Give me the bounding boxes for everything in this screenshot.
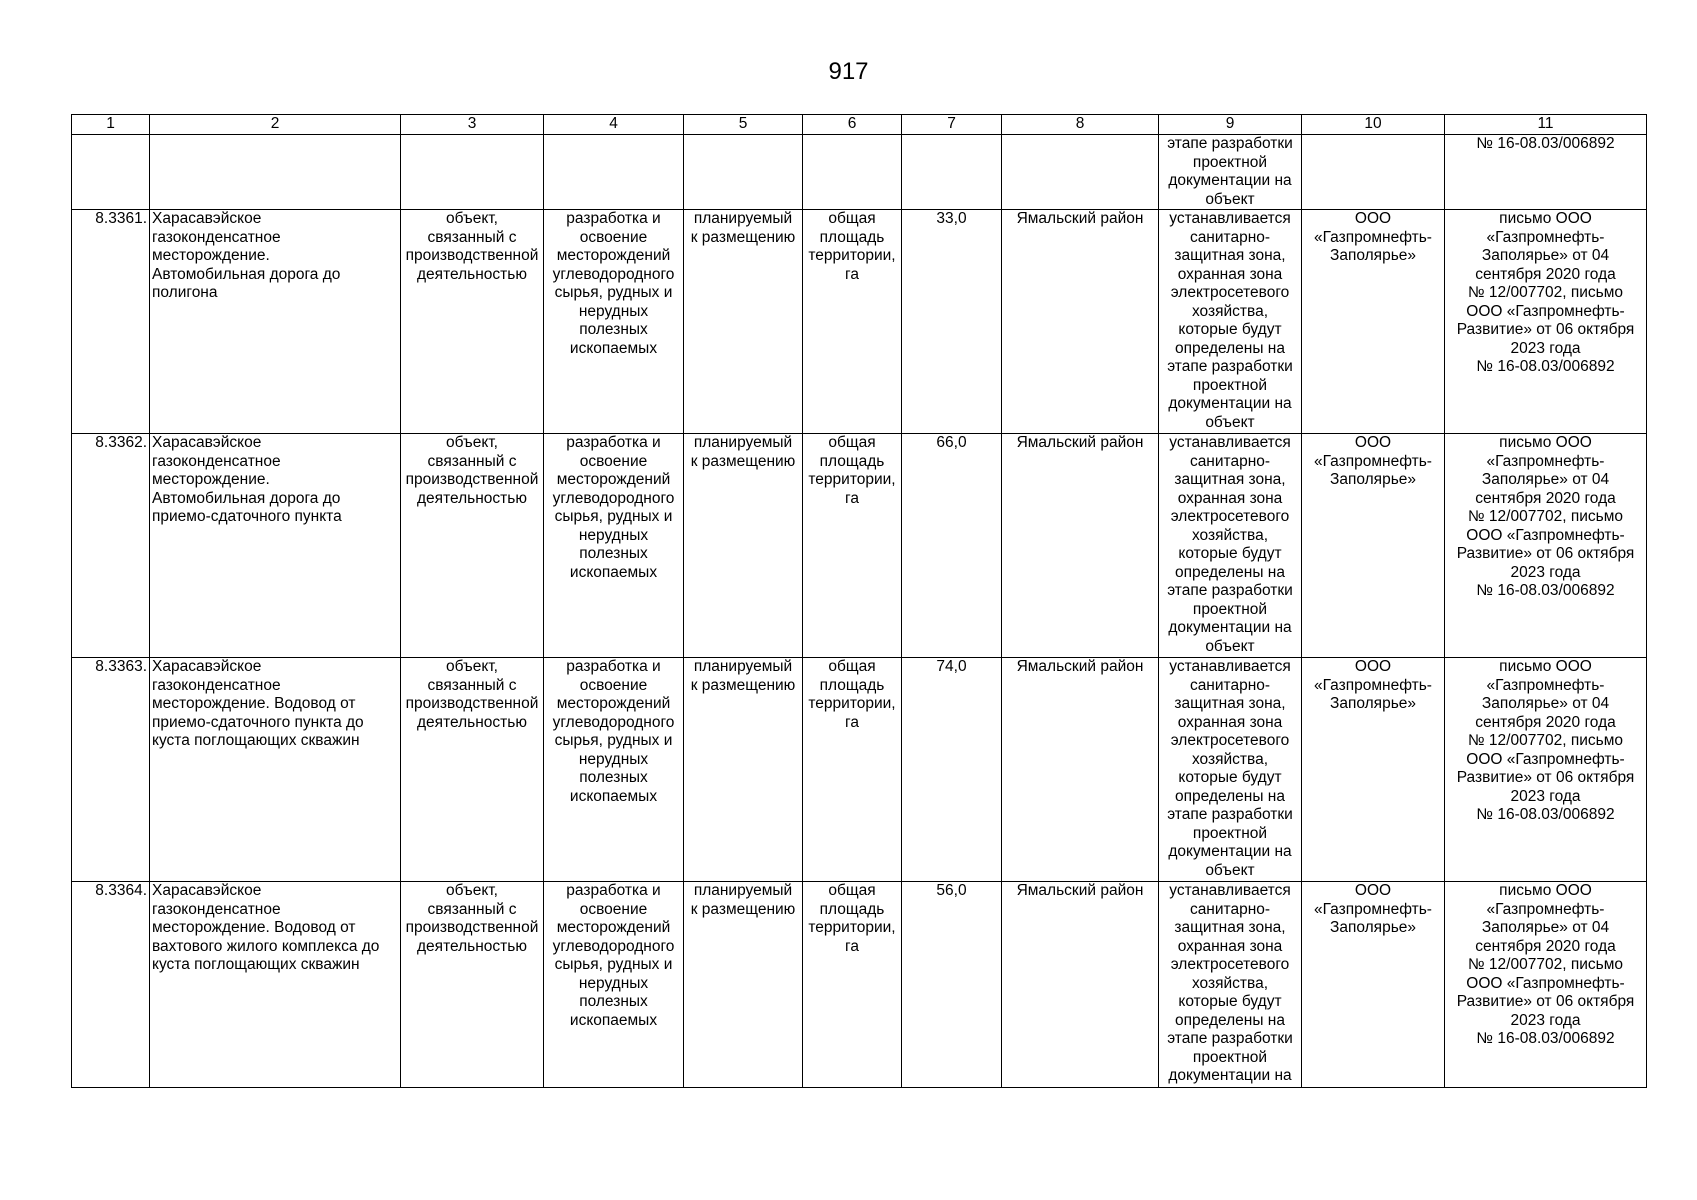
text-line: охранная зона <box>1177 489 1283 507</box>
value-cell: 74,0 <box>902 658 1002 882</box>
source-cell <box>1445 210 1647 434</box>
text-line: которые будут <box>1178 321 1282 338</box>
text-line: устанавливается <box>1169 658 1291 675</box>
type-cell <box>401 882 544 1088</box>
text-line: газоконденсатное <box>152 228 281 246</box>
text-line: электросетевого <box>1170 956 1290 973</box>
text-line: письмо ООО <box>1499 882 1592 899</box>
text-line: производственной <box>405 247 539 264</box>
text-line: проектной <box>1192 153 1268 171</box>
column-header: 6 <box>803 115 902 135</box>
text-line: производственной <box>405 471 539 488</box>
type-cell <box>401 210 544 434</box>
text-line: которые будут <box>1178 993 1282 1010</box>
text-line: ископаемых <box>569 563 658 581</box>
measure-cell <box>803 210 902 434</box>
text-line: углеводородного <box>552 265 675 283</box>
text-line: территории, <box>808 919 896 936</box>
text-line: общая <box>828 882 876 899</box>
text-line: «Газпромнефть- <box>1314 452 1432 470</box>
text-line: к размещению <box>690 228 796 246</box>
column-header: 8 <box>1002 115 1159 135</box>
text-line: производственной <box>405 695 539 712</box>
text-line: полезных <box>579 545 648 562</box>
text-line: Заполярье» <box>1329 919 1417 936</box>
zone-cell <box>1159 210 1302 434</box>
number-cell: 8.3362. <box>72 434 150 658</box>
text-line: ООО «Газпромнефть- <box>1466 750 1625 768</box>
text-line: «Газпромнефть- <box>1486 228 1605 246</box>
text-line: к размещению <box>690 452 796 470</box>
text-line: которые будут <box>1178 769 1282 786</box>
text-line: месторождений <box>556 695 671 712</box>
text-line: сентября 2020 года <box>1475 937 1616 955</box>
location-cell <box>1002 135 1159 210</box>
number-cell: 8.3363. <box>72 658 150 882</box>
column-header: 3 <box>401 115 544 135</box>
text-line: проектной <box>1192 1048 1268 1066</box>
text-line: санитарно- <box>1189 900 1271 918</box>
text-line: хозяйства, <box>1191 302 1269 320</box>
text-line: планируемый <box>693 434 793 451</box>
zone-cell <box>1159 882 1302 1088</box>
table-row <box>72 210 1647 434</box>
text-line: планируемый <box>693 210 793 227</box>
continuation-row <box>72 135 1647 210</box>
text-line: газоконденсатное <box>152 900 281 918</box>
table-row <box>72 882 1647 1088</box>
source-cell <box>1445 135 1647 210</box>
text-line: «Газпромнефть- <box>1314 676 1432 694</box>
text-line: № 16-08.03/006892 <box>1476 358 1615 375</box>
name-cell <box>150 882 401 1088</box>
page-number: 917 <box>828 58 869 85</box>
text-line: нерудных <box>578 974 649 992</box>
text-line: санитарно- <box>1189 228 1271 246</box>
text-line: освоение <box>579 900 648 918</box>
text-line: объект <box>1205 190 1255 208</box>
text-line: ископаемых <box>569 1011 658 1029</box>
text-line: объект <box>1205 413 1255 431</box>
text-line: 2023 года <box>1510 339 1581 357</box>
text-line: ООО «Газпромнефть- <box>1466 302 1625 320</box>
status-cell <box>684 135 803 210</box>
text-line: документации на <box>1168 172 1292 189</box>
text-line: планируемый <box>693 658 793 675</box>
text-line: № 16-08.03/006892 <box>1476 135 1615 152</box>
text-line: месторождений <box>556 471 671 488</box>
location-cell: Ямальский район <box>1002 882 1159 1088</box>
text-line: куста поглощающих скважин <box>152 956 360 973</box>
text-line: связанный с <box>427 676 517 694</box>
text-line: общая <box>828 210 876 227</box>
zone-cell <box>1159 658 1302 882</box>
text-line: документации на <box>1168 1067 1292 1084</box>
text-line: площадь <box>819 452 885 470</box>
text-line: Развитие» от 06 октября <box>1456 545 1635 562</box>
text-line: ископаемых <box>569 787 658 805</box>
measure-cell <box>803 882 902 1088</box>
text-line: № 12/007702, письмо <box>1468 284 1623 301</box>
text-line: деятельностью <box>417 265 527 283</box>
text-line: письмо ООО <box>1499 434 1592 451</box>
text-line: разработка и <box>566 882 661 899</box>
table-row <box>72 434 1647 658</box>
location-cell: Ямальский район <box>1002 434 1159 658</box>
text-line: Заполярье» от 04 <box>1481 695 1610 712</box>
text-line: «Газпромнефть- <box>1314 228 1432 246</box>
text-line: месторождение. Водовод от <box>152 695 356 712</box>
number-cell <box>72 135 150 210</box>
text-line: этапе разработки <box>1167 582 1293 599</box>
text-line: ООО <box>1354 658 1392 675</box>
text-line: определены на <box>1175 1011 1285 1029</box>
text-line: территории, <box>808 247 896 264</box>
text-line: санитарно- <box>1189 452 1271 470</box>
text-line: охранная зона <box>1177 937 1283 955</box>
text-line: приемо-сдаточного пункта <box>152 508 342 525</box>
status-cell <box>684 882 803 1088</box>
text-line: документации на <box>1168 843 1292 860</box>
org-cell <box>1302 210 1445 434</box>
text-line: производственной <box>405 919 539 936</box>
text-line: связанный с <box>427 452 517 470</box>
text-line: защитная зона, <box>1174 471 1286 488</box>
text-line: объект <box>1205 637 1255 655</box>
text-line: приемо-сдаточного пункта до <box>152 713 364 731</box>
column-header: 4 <box>544 115 684 135</box>
text-line: Развитие» от 06 октября <box>1456 993 1635 1010</box>
text-line: письмо ООО <box>1499 210 1592 227</box>
text-line: хозяйства, <box>1191 526 1269 544</box>
purpose-cell <box>544 434 684 658</box>
text-line: месторождение. <box>152 471 270 488</box>
text-line: проектной <box>1192 824 1268 842</box>
org-cell <box>1302 135 1445 210</box>
text-line: устанавливается <box>1169 210 1291 227</box>
text-line: сырья, рудных и <box>554 732 673 749</box>
text-line: полезных <box>579 769 648 786</box>
text-line: объект, <box>446 882 498 899</box>
text-line: углеводородного <box>552 713 675 731</box>
value-cell: 56,0 <box>902 882 1002 1088</box>
text-line: месторождений <box>556 247 671 264</box>
text-line: Заполярье» <box>1329 247 1417 264</box>
text-line: га <box>845 937 859 955</box>
value-cell <box>902 135 1002 210</box>
text-line: этапе разработки <box>1167 1030 1293 1047</box>
text-line: охранная зона <box>1177 265 1283 283</box>
text-line: нерудных <box>578 750 649 768</box>
text-line: № 12/007702, письмо <box>1468 732 1623 749</box>
text-line: полезных <box>579 993 648 1010</box>
text-line: хозяйства, <box>1191 750 1269 768</box>
status-cell <box>684 210 803 434</box>
text-line: «Газпромнефть- <box>1314 900 1432 918</box>
text-line: хозяйства, <box>1191 974 1269 992</box>
text-line: электросетевого <box>1170 732 1290 749</box>
text-line: куста поглощающих скважин <box>152 732 360 749</box>
type-cell <box>401 658 544 882</box>
text-line: сырья, рудных и <box>554 508 673 525</box>
text-line: Заполярье» <box>1329 695 1417 712</box>
text-line: связанный с <box>427 228 517 246</box>
text-line: документации на <box>1168 395 1292 412</box>
text-line: № 16-08.03/006892 <box>1476 806 1615 823</box>
zone-cell <box>1159 135 1302 210</box>
text-line: разработка и <box>566 658 661 675</box>
text-line: сентября 2020 года <box>1475 713 1616 731</box>
header-row <box>72 115 1647 135</box>
text-line: Заполярье» <box>1329 471 1417 488</box>
text-line: планируемый <box>693 882 793 899</box>
text-line: сырья, рудных и <box>554 956 673 973</box>
status-cell <box>684 434 803 658</box>
text-line: площадь <box>819 676 885 694</box>
value-cell: 33,0 <box>902 210 1002 434</box>
text-line: газоконденсатное <box>152 452 281 470</box>
text-line: проектной <box>1192 376 1268 394</box>
text-line: освоение <box>579 452 648 470</box>
text-line: защитная зона, <box>1174 919 1286 936</box>
text-line: деятельностью <box>417 489 527 507</box>
column-header: 10 <box>1302 115 1445 135</box>
text-line: ООО <box>1354 210 1392 227</box>
text-line: проектной <box>1192 600 1268 618</box>
text-line: 2023 года <box>1510 563 1581 581</box>
text-line: объект <box>1205 861 1255 879</box>
text-line: полезных <box>579 321 648 338</box>
column-header: 5 <box>684 115 803 135</box>
org-cell <box>1302 434 1445 658</box>
text-line: сентября 2020 года <box>1475 489 1616 507</box>
text-line: Харасавэйское <box>152 210 262 227</box>
text-line: ООО «Газпромнефть- <box>1466 974 1625 992</box>
text-line: электросетевого <box>1170 284 1290 301</box>
table-body <box>72 115 1647 1088</box>
purpose-cell <box>544 882 684 1088</box>
text-line: охранная зона <box>1177 713 1283 731</box>
text-line: месторождение. <box>152 247 270 264</box>
source-cell <box>1445 658 1647 882</box>
purpose-cell <box>544 658 684 882</box>
text-line: к размещению <box>690 676 796 694</box>
text-line: нерудных <box>578 526 649 544</box>
text-line: «Газпромнефть- <box>1486 676 1605 694</box>
text-line: определены на <box>1175 339 1285 357</box>
text-line: месторождение. Водовод от <box>152 919 356 936</box>
location-cell: Ямальский район <box>1002 210 1159 434</box>
text-line: нерудных <box>578 302 649 320</box>
text-line: полигона <box>152 284 218 301</box>
text-line: этапе разработки <box>1167 135 1293 152</box>
status-cell <box>684 658 803 882</box>
text-line: объект, <box>446 210 498 227</box>
text-line: устанавливается <box>1169 434 1291 451</box>
text-line: разработка и <box>566 434 661 451</box>
text-line: освоение <box>579 676 648 694</box>
location-cell: Ямальский район <box>1002 658 1159 882</box>
text-line: Харасавэйское <box>152 882 262 899</box>
text-line: этапе разработки <box>1167 806 1293 823</box>
text-line: к размещению <box>690 900 796 918</box>
text-line: сентября 2020 года <box>1475 265 1616 283</box>
text-line: защитная зона, <box>1174 695 1286 712</box>
text-line: деятельностью <box>417 937 527 955</box>
text-line: общая <box>828 434 876 451</box>
text-line: территории, <box>808 695 896 712</box>
text-line: га <box>845 713 859 731</box>
text-line: Харасавэйское <box>152 658 262 675</box>
org-cell <box>1302 882 1445 1088</box>
text-line: вахтового жилого комплекса до <box>152 937 380 955</box>
text-line: устанавливается <box>1169 882 1291 899</box>
text-line: ООО <box>1354 882 1392 899</box>
text-line: сырья, рудных и <box>554 284 673 301</box>
text-line: № 12/007702, письмо <box>1468 956 1623 973</box>
measure-cell <box>803 135 902 210</box>
column-header: 2 <box>150 115 401 135</box>
source-cell <box>1445 434 1647 658</box>
column-header: 9 <box>1159 115 1302 135</box>
text-line: «Газпромнефть- <box>1486 900 1605 918</box>
text-line: ООО <box>1354 434 1392 451</box>
text-line: объект, <box>446 434 498 451</box>
text-line: 2023 года <box>1510 787 1581 805</box>
type-cell <box>401 135 544 210</box>
text-line: освоение <box>579 228 648 246</box>
registry-table <box>71 114 1647 1088</box>
text-line: газоконденсатное <box>152 676 281 694</box>
zone-cell <box>1159 434 1302 658</box>
number-cell: 8.3364. <box>72 882 150 1088</box>
text-line: разработка и <box>566 210 661 227</box>
text-line: площадь <box>819 228 885 246</box>
name-cell <box>150 658 401 882</box>
text-line: определены на <box>1175 787 1285 805</box>
column-header: 1 <box>72 115 150 135</box>
text-line: защитная зона, <box>1174 247 1286 264</box>
text-line: электросетевого <box>1170 508 1290 525</box>
text-line: Развитие» от 06 октября <box>1456 321 1635 338</box>
text-line: Заполярье» от 04 <box>1481 471 1610 488</box>
value-cell: 66,0 <box>902 434 1002 658</box>
text-line: площадь <box>819 900 885 918</box>
text-line: № 16-08.03/006892 <box>1476 1030 1615 1047</box>
measure-cell <box>803 658 902 882</box>
type-cell <box>401 434 544 658</box>
text-line: ООО «Газпромнефть- <box>1466 526 1625 544</box>
text-line: объект, <box>446 658 498 675</box>
number-cell: 8.3361. <box>72 210 150 434</box>
column-header: 11 <box>1445 115 1647 135</box>
text-line: углеводородного <box>552 489 675 507</box>
text-line: этапе разработки <box>1167 358 1293 375</box>
text-line: месторождений <box>556 919 671 936</box>
text-line: га <box>845 489 859 507</box>
text-line: Автомобильная дорога до <box>152 265 341 283</box>
text-line: «Газпромнефть- <box>1486 452 1605 470</box>
name-cell <box>150 434 401 658</box>
text-line: Харасавэйское <box>152 434 262 451</box>
purpose-cell <box>544 210 684 434</box>
text-line: определены на <box>1175 563 1285 581</box>
source-cell <box>1445 882 1647 1088</box>
text-line: общая <box>828 658 876 675</box>
text-line: 2023 года <box>1510 1011 1581 1029</box>
measure-cell <box>803 434 902 658</box>
purpose-cell <box>544 135 684 210</box>
table-row <box>72 658 1647 882</box>
text-line: ископаемых <box>569 339 658 357</box>
text-line: связанный с <box>427 900 517 918</box>
text-line: Заполярье» от 04 <box>1481 919 1610 936</box>
name-cell <box>150 210 401 434</box>
text-line: Заполярье» от 04 <box>1481 247 1610 264</box>
text-line: деятельностью <box>417 713 527 731</box>
text-line: Автомобильная дорога до <box>152 489 341 507</box>
text-line: территории, <box>808 471 896 488</box>
text-line: га <box>845 265 859 283</box>
org-cell <box>1302 658 1445 882</box>
text-line: документации на <box>1168 619 1292 636</box>
column-header: 7 <box>902 115 1002 135</box>
text-line: № 12/007702, письмо <box>1468 508 1623 525</box>
name-cell <box>150 135 401 210</box>
text-line: Развитие» от 06 октября <box>1456 769 1635 786</box>
text-line: которые будут <box>1178 545 1282 562</box>
text-line: письмо ООО <box>1499 658 1592 675</box>
text-line: санитарно- <box>1189 676 1271 694</box>
text-line: № 16-08.03/006892 <box>1476 582 1615 599</box>
text-line: углеводородного <box>552 937 675 955</box>
